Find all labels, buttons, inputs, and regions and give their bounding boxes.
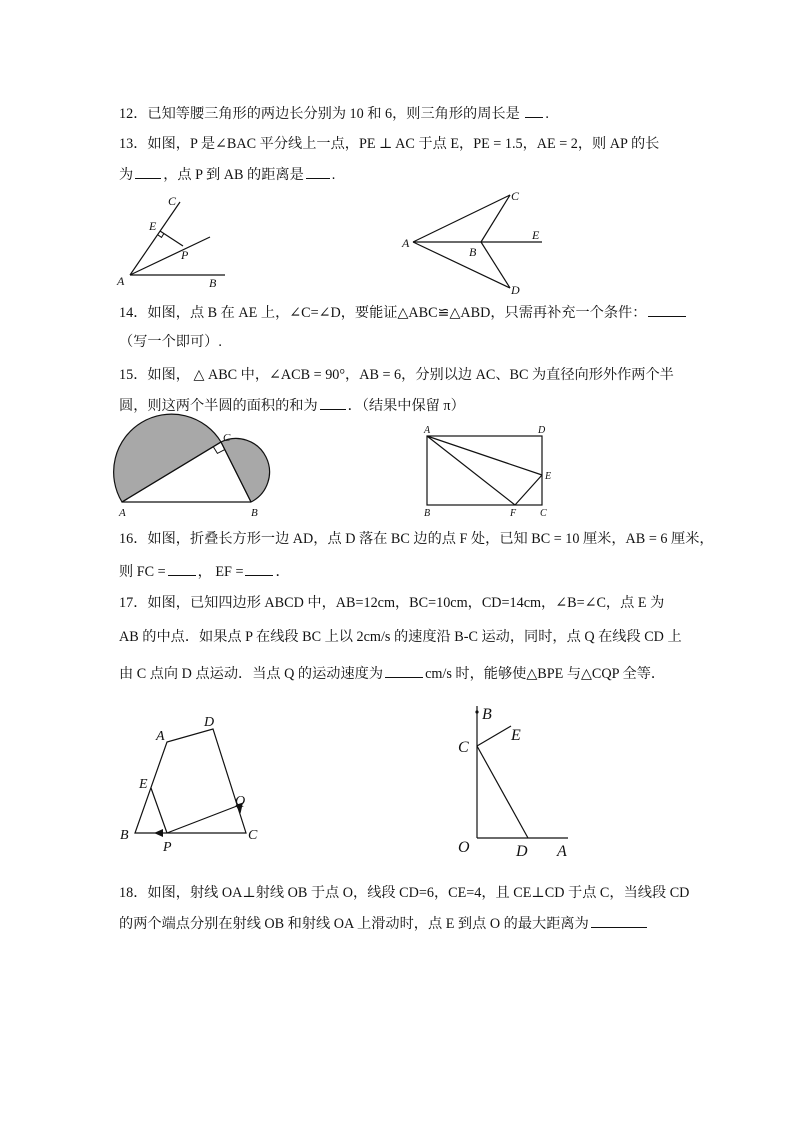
fig18-label-d: D bbox=[516, 843, 528, 860]
q14-line1: 14．如图，点 B 在 AE 上，∠C=∠D，要能证△ABC≌△ABD，只需再补充一个条件： bbox=[119, 303, 679, 322]
q12-answer-blank[interactable] bbox=[525, 104, 543, 118]
q13-line2: 为 ，点 P 到 AB 的距离是 . bbox=[119, 167, 336, 183]
figure-13 bbox=[115, 190, 235, 295]
fig17-label-c: C bbox=[248, 828, 258, 843]
fig13-label-e: E bbox=[149, 219, 157, 233]
fig14-label-a: A bbox=[402, 236, 410, 250]
q13-blank-ap[interactable] bbox=[135, 165, 161, 179]
q17-line2: AB 的中点．如果点 P 在线段 BC 上以 2cm/s 的速度沿 B-C 运动，同时，点 Q 在线段 CD 上 bbox=[119, 629, 682, 645]
q16-line2: 则 FC = ， EF = ． bbox=[119, 564, 290, 580]
q15-answer-blank[interactable] bbox=[320, 396, 346, 410]
figure-18 bbox=[452, 690, 582, 860]
fig18-label-o: O bbox=[458, 839, 470, 856]
q17-line3: 由 C 点向 D 点运动．当点 Q 的运动速度为 cm/s 时，能够使△BPE 与△CQP 全等． bbox=[119, 666, 666, 682]
fig17-label-e: E bbox=[139, 777, 148, 792]
fig14-label-e: E bbox=[532, 228, 540, 242]
q18-line2: 的两个端点分别在射线 OB 和射线 OA 上滑动时，点 E 到点 O 的最大距离为 bbox=[119, 914, 679, 933]
q13-line1: 13．如图，P 是∠BAC 平分线上一点，PE ⊥ AC 于点 E，PE = 1.5，AE = 2，则 AP 的长 bbox=[119, 136, 660, 152]
fig18-label-b: B bbox=[482, 706, 492, 723]
fig14-label-b: B bbox=[469, 245, 477, 259]
q15-line1: 15．如图， △ ABC 中，∠ACB = 90°，AB = 6，分别以边 AC、BC 为直径向形外作两个半 bbox=[119, 367, 674, 383]
fig18-label-c: C bbox=[458, 739, 469, 756]
fig18-label-a: A bbox=[557, 843, 567, 860]
figure-14 bbox=[400, 185, 560, 300]
fig13-label-a: A bbox=[117, 274, 125, 288]
fig14-label-d: D bbox=[511, 283, 520, 297]
fig18-label-e: E bbox=[511, 727, 521, 744]
q18-line1: 18．如图，射线 OA⊥射线 OB 于点 O，线段 CD=6，CE=4，且 CE⊥CD 于点 C，当线段 CD bbox=[119, 885, 690, 901]
fig15-label-b: B bbox=[251, 507, 258, 519]
fig17-label-p: P bbox=[163, 840, 172, 855]
fig16-label-a: A bbox=[424, 425, 431, 436]
q17-line1: 17．如图，已知四边形 ABCD 中，AB=12cm，BC=10cm，CD=14cm，∠B=∠C，点 E 为 bbox=[119, 595, 665, 611]
q16-line1: 16．如图，折叠长方形一边 AD，点 D 落在 BC 边的点 F 处，已知 BC = 10 厘米，AB = 6 厘米， bbox=[119, 531, 714, 547]
figure-17 bbox=[118, 708, 278, 858]
q14-line2: （写一个即可）. bbox=[119, 334, 222, 350]
fig16-label-c: C bbox=[540, 508, 547, 519]
q16-blank-fc[interactable] bbox=[168, 562, 196, 576]
q15-line2: 圆，则这两个半圆的面积的和为 ．（结果中保留 π） bbox=[119, 398, 465, 414]
fig17-label-b: B bbox=[120, 828, 129, 843]
fig14-label-c: C bbox=[511, 189, 520, 203]
fig16-label-e: E bbox=[545, 471, 552, 482]
fig17-label-a: A bbox=[156, 729, 165, 744]
fig16-label-d: D bbox=[538, 425, 546, 436]
figure-16 bbox=[420, 420, 560, 520]
q14-answer-blank[interactable] bbox=[648, 303, 686, 317]
q16-blank-ef[interactable] bbox=[245, 562, 273, 576]
q13-blank-distance[interactable] bbox=[306, 165, 330, 179]
fig16-label-b: B bbox=[424, 508, 431, 519]
fig16-label-f: F bbox=[510, 508, 517, 519]
q12-line1: 12．已知等腰三角形的两边长分别为 10 和 6，则三角形的周长是 . bbox=[119, 106, 549, 122]
fig17-label-d: D bbox=[204, 715, 215, 730]
fig13-label-b: B bbox=[209, 276, 217, 290]
q18-answer-blank[interactable] bbox=[591, 914, 647, 928]
fig13-label-p: P bbox=[181, 248, 189, 262]
fig15-label-a: A bbox=[119, 507, 126, 519]
fig13-label-c: C bbox=[168, 194, 177, 208]
figure-15 bbox=[115, 420, 275, 520]
q17-answer-blank[interactable] bbox=[385, 664, 423, 678]
fig17-label-q: Q bbox=[235, 794, 246, 809]
fig15-label-c: C bbox=[223, 432, 231, 444]
